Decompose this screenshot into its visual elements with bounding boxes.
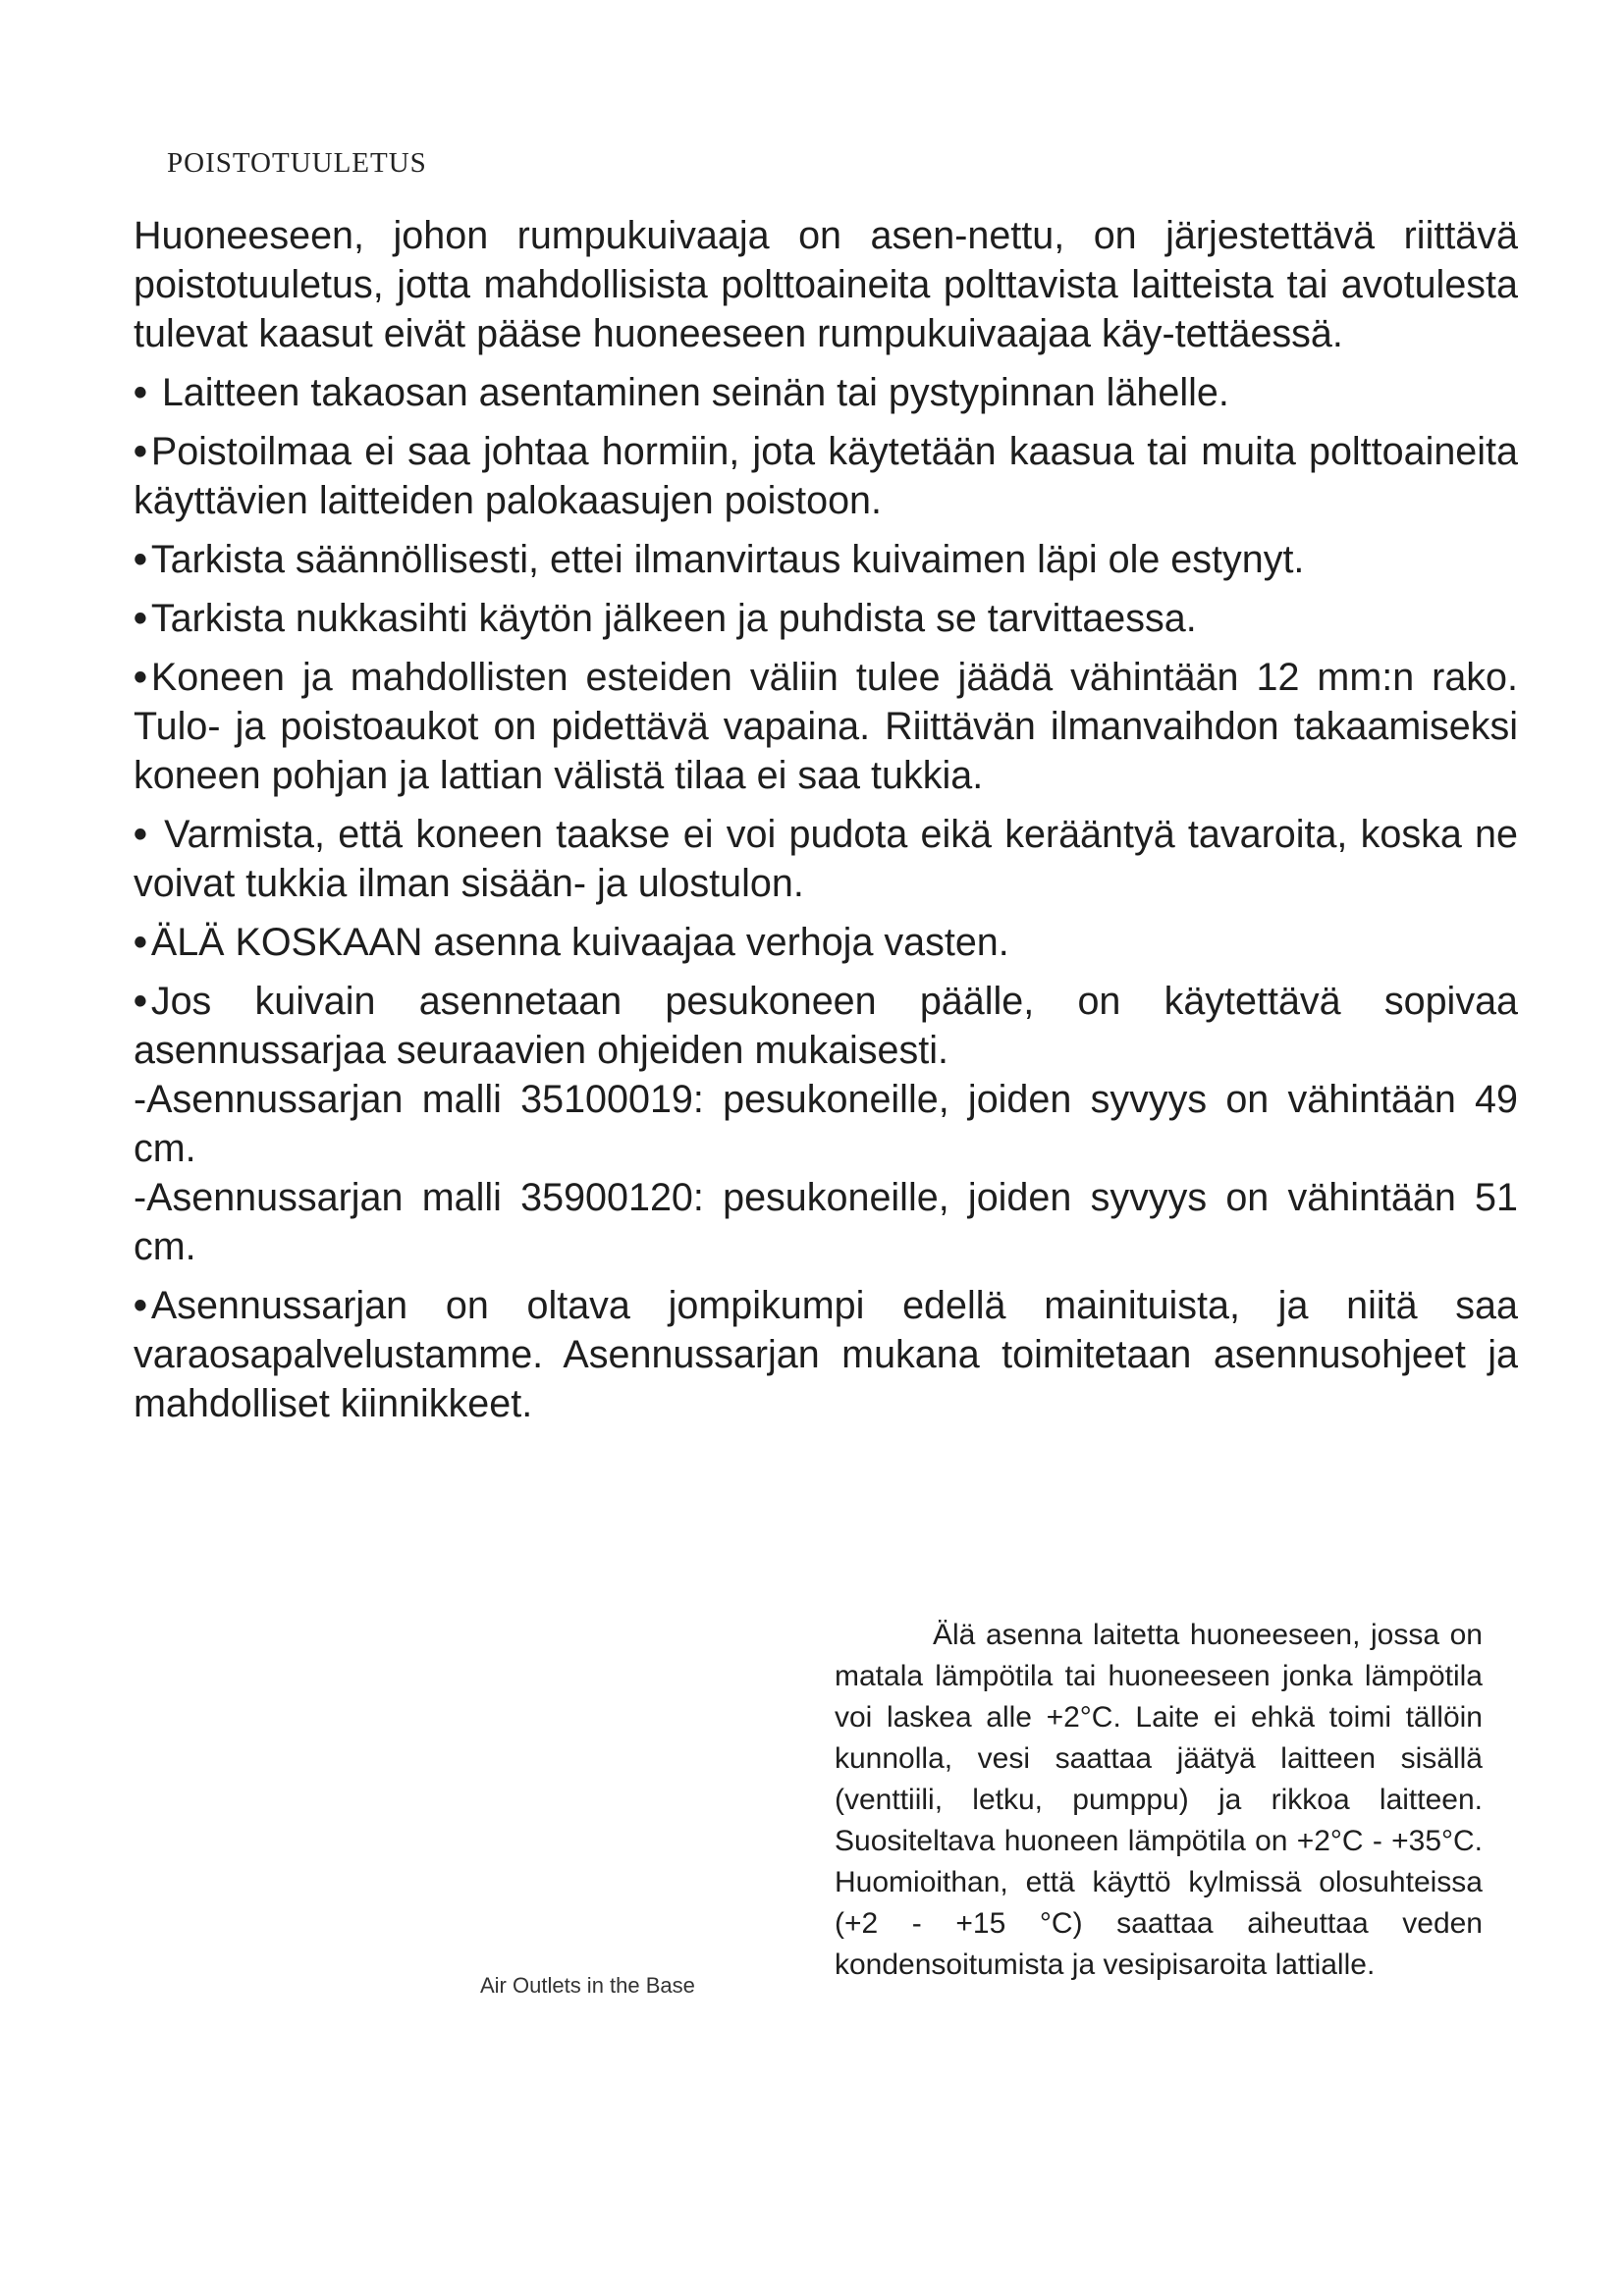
bullet-item (134, 1281, 1518, 1428)
bullet-text: ÄLÄ KOSKAAN asenna kuivaajaa verhoja vasten. (150, 921, 1009, 964)
bullet-text: Tarkista säännöllisesti, ettei ilmanvirtaus kuivaimen läpi ole estynyt. (150, 538, 1305, 581)
bullet-text: Tarkista nukkasihti käytön jälkeen ja puhdista se tarvittaessa. (150, 597, 1197, 640)
bullet-text: Koneen ja mahdollisten esteiden väliin tulee jäädä vähintään 12 mm:n rako. Tulo- ja poistoaukot on pidettävä vapaina. Riittävän ilmanvaihdon takaamiseksi koneen pohjan ja lattian välistä tilaa ei saa tukkia. (134, 656, 1518, 797)
bullet-item (134, 594, 1518, 643)
intro-paragraph: Huoneeseen, johon rumpukuivaaja on asen-nettu, on järjestettävä riittävä poistotuuletus, jotta mahdollisista polttoaineita polttavista laitteista tai avotulesta tulevat kaasut eivät pääse huoneeseen rumpukuivaajaa käy-tettäessä. (134, 214, 1518, 355)
bullet-item (134, 427, 1518, 525)
bullet-item (134, 653, 1518, 800)
bullet-item (134, 977, 1518, 1075)
bullet-text: Poistoilmaa ei saa johtaa hormiin, jota käytetään kaasua tai muita polttoaineita käyttävien laitteiden palokaasujen poistoon. (134, 430, 1518, 522)
bullet-icon: • (134, 597, 147, 640)
bullet-icon: • (134, 430, 147, 473)
bullet-icon: • (134, 538, 147, 581)
bullet-text: Varmista, että koneen taakse ei voi pudota eikä kerääntyä tavaroita, koska ne voivat tukkia ilman sisään- ja ulostulon. (134, 813, 1518, 905)
bullet-item (134, 810, 1518, 908)
bullet-icon: • (134, 656, 147, 699)
kit-model-line: -Asennussarjan malli 35100019: pesukoneille, joiden syvyys on vähintään 49 cm. (134, 1078, 1518, 1170)
bullet-text: Laitteen takaosan asentaminen seinän tai pystypinnan lähelle. (150, 371, 1229, 414)
section-heading: POISTOTUULETUS (167, 147, 427, 179)
figure-caption: Air Outlets in the Base (480, 1973, 695, 1998)
bullet-text: Jos kuivain asennetaan pesukoneen päälle, on käytettävä sopivaa asennussarjaa seuraavien ohjeiden mukaisesti. (134, 980, 1518, 1072)
kit-model-line: -Asennussarjan malli 35900120: pesukoneille, joiden syvyys on vähintään 51 cm. (134, 1176, 1518, 1268)
bullet-icon: • (134, 371, 147, 414)
bullet-item (134, 368, 1518, 417)
bullet-text: Asennussarjan on oltava jompikumpi edellä mainituista, ja niitä saa varaosapalvelustamme. Asennussarjan mukana toimitetaan asennusohjeet ja mahdolliset kiinnikkeet. (134, 1284, 1518, 1425)
temperature-warning: Älä asenna laitetta huoneeseen, jossa on matala lämpötila tai huoneeseen jonka lämpötila voi laskea alle +2°C. Laite ei ehkä toimi tällöin kunnolla, vesi saattaa jäätyä laitteen sisällä (venttiili, letku, pumppu) ja rikkoa laitteen. Suositeltava huoneen lämpötila on +2°C - +35°C. Huomioithan, että käyttö kylmissä olosuhteissa (+2 - +15 °C) saattaa aiheuttaa veden kondensoitumista ja vesipisaroita lattialle. (835, 1619, 1483, 1981)
main-text (134, 211, 1518, 1428)
bullet-item (134, 918, 1518, 967)
bullet-icon: • (134, 980, 147, 1023)
bullet-icon: • (134, 1284, 147, 1327)
bullet-icon: • (134, 813, 147, 856)
bullet-item (134, 535, 1518, 584)
bullet-icon: • (134, 921, 147, 964)
